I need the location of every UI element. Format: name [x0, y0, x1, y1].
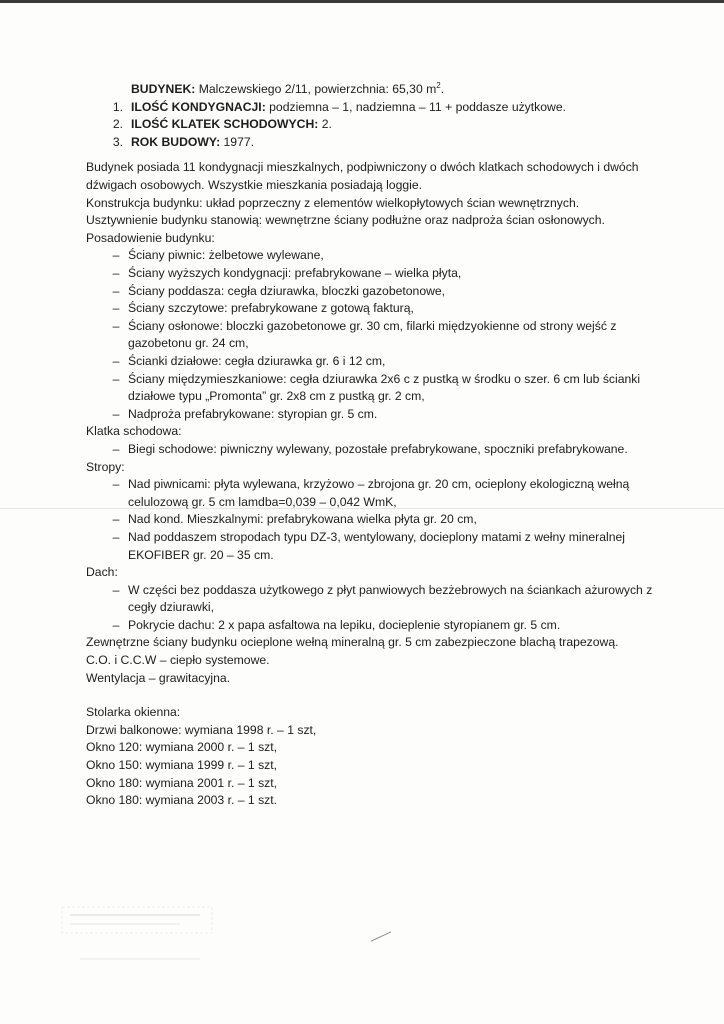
- staircase-heading: Klatka schodowa:: [86, 424, 182, 439]
- intro-line: Usztywnienie budynku stanowią: wewnętrzne ściany podłużne oraz nadproża ścian osłonowych.: [86, 213, 605, 228]
- list-item-text: Ściany międzymieszkaniowe: cegła dziurawka 2x6 c z pustką w środku o szer. 6 cm lub ścianki działowe typu „Promonta” gr. 2x8 cm z pustką gr. 2 cm,: [128, 371, 641, 404]
- list-item-text: Biegi schodowe: piwniczny wylewany, pozostałe prefabrykowane, spoczniki prefabrykowane.: [128, 441, 628, 456]
- list-item: – Ściany osłonowe: bloczki gazobetonowe gr. 30 cm, filarki międzyokienne od strony wejść z gazobetonu gr. 24 cm,: [86, 318, 656, 353]
- item-label: ILOŚĆ KONDYGNACJI:: [131, 99, 266, 114]
- windows-heading: Stolarka okienna:: [86, 705, 181, 720]
- list-item: – Nad kond. Mieszkalnymi: prefabrykowana wielka płyta gr. 20 cm,: [86, 511, 656, 529]
- window-row: Okno 180: wymiana 2003 r. – 1 szt.: [86, 793, 278, 808]
- list-item: – Nad piwnicami: płyta wylewana, krzyżowo – zbrojona gr. 20 cm, ocieplony ekologiczną wełną celulozową gr. 5 cm lamdba=0,039 – 0,042 WmK,: [86, 476, 656, 511]
- window-row: Okno 120: wymiana 2000 r. – 1 szt,: [86, 740, 278, 755]
- list-item: – Nadproża prefabrykowane: styropian gr. 5 cm.: [86, 406, 656, 424]
- spacer: [86, 151, 656, 159]
- numbered-item: [86, 116, 656, 134]
- list-item-text: W części bez poddasza użytkowego z płyt panwiowych bezżebrowych na ściankach ażurowych z cegły dziurawki,: [128, 582, 653, 615]
- list-item: – W części bez poddasza użytkowego z płyt panwiowych bezżebrowych na ściankach ażurowych z cegły dziurawki,: [86, 582, 656, 617]
- area-unit-sup: 2: [436, 81, 441, 90]
- window-row: Okno 150: wymiana 1999 r. – 1 szt,: [86, 758, 278, 773]
- closing-line: C.O. i C.C.W – ciepło systemowe.: [86, 653, 270, 668]
- building-line: [86, 77, 656, 99]
- list-item: – Ściany poddasza: cegła dziurawka, bloczki gazobetonowe,: [86, 283, 656, 301]
- closing-line: Wentylacja – grawitacyjna.: [86, 670, 231, 685]
- floors-heading: Stropy:: [86, 459, 125, 474]
- building-end: .: [440, 82, 445, 97]
- list-item-text: Nadproża prefabrykowane: styropian gr. 5 cm.: [128, 406, 378, 421]
- list-item: – Nad poddaszem stropodach typu DZ-3, wentylowany, docieplony matami z wełny mineralnej EKOFIBER gr. 20 – 35 cm.: [86, 529, 656, 564]
- item-label: ROK BUDOWY:: [131, 134, 221, 149]
- list-item-text: Nad piwnicami: płyta wylewana, krzyżowo – zbrojona gr. 20 cm, ocieplony ekologiczną wełną celulozową gr. 5 cm lamdba=0,039 – 0,042 WmK,: [128, 477, 630, 509]
- intro-line: Budynek posiada 11 kondygnacji mieszkalnych, podpiwniczony o dwóch klatkach schodowych i dwóch: [86, 160, 639, 175]
- item-value: podziemna – 1, nadziemna – 11 + poddasze użytkowe.: [265, 99, 567, 114]
- list-item-text: Ściany osłonowe: bloczki gazobetonowe gr. 30 cm, filarki międzyokienne od strony wejść z gazobetonu gr. 24 cm,: [128, 318, 617, 351]
- list-item: – Ścianki działowe: cegła dziurawka gr. 6 i 12 cm,: [86, 353, 656, 371]
- intro-line: dźwigach osobowych. Wszystkie mieszkania posiadają loggie.: [86, 178, 422, 193]
- list-item-text: Ściany poddasza: cegła dziurawka, bloczki gazobetonowe,: [128, 283, 446, 298]
- faded-stamp: [60, 903, 280, 973]
- roof-heading: Dach:: [86, 565, 118, 580]
- spacer: [86, 687, 656, 704]
- item-value: 2.: [318, 117, 332, 132]
- window-row: Drzwi balkonowe: wymiana 1998 r. – 1 szt,: [86, 722, 317, 737]
- scan-edge: [0, 0, 724, 3]
- list-item: – Ściany piwnic: żelbetowe wylewane,: [86, 247, 656, 265]
- item-value: 1977.: [220, 134, 255, 149]
- foundation-heading: Posadowienie budynku:: [86, 230, 215, 245]
- list-item-text: Nad poddaszem stropodach typu DZ-3, wentylowany, docieplony matami z wełny mineralnej EKOFIBER gr. 20 – 35 cm.: [128, 529, 625, 562]
- window-row: Okno 180: wymiana 2001 r. – 1 szt,: [86, 775, 278, 790]
- list-item-text: Ściany piwnic: żelbetowe wylewane,: [128, 248, 324, 263]
- numbered-item: [86, 134, 656, 152]
- item-number: 1.: [112, 99, 123, 114]
- list-item-text: Pokrycie dachu: 2 x papa asfaltowa na lepiku, docieplenie styropianem gr. 5 cm.: [128, 617, 561, 632]
- list-item-text: Nad kond. Mieszkalnymi: prefabrykowana wielka płyta gr. 20 cm,: [128, 512, 477, 527]
- list-item-text: Ścianki działowe: cegła dziurawka gr. 6 i 12 cm,: [128, 353, 386, 368]
- pen-mark: [371, 931, 391, 941]
- item-number: 3.: [112, 134, 123, 149]
- building-label: BUDYNEK:: [131, 82, 196, 97]
- list-item: – Pokrycie dachu: 2 x papa asfaltowa na lepiku, docieplenie styropianem gr. 5 cm.: [86, 617, 656, 635]
- list-item: – Ściany międzymieszkaniowe: cegła dziurawka 2x6 c z pustką w środku o szer. 6 cm lub ścianki działowe typu „Promonta” gr. 2x8 cm z pustką gr. 2 cm,: [86, 371, 656, 406]
- item-label: ILOŚĆ KLATEK SCHODOWYCH:: [131, 117, 319, 132]
- list-item: – Biegi schodowe: piwniczny wylewany, pozostałe prefabrykowane, spoczniki prefabrykowane.: [86, 441, 656, 459]
- document-page: [86, 77, 656, 810]
- list-item-text: Ściany wyższych kondygnacji: prefabrykowane – wielka płyta,: [128, 266, 462, 280]
- list-item-text: Ściany szczytowe: prefabrykowane z gotową fakturą,: [128, 301, 414, 316]
- building-value: Malczewskiego 2/11, powierzchnia: 65,30 m: [195, 82, 437, 97]
- intro-line: Konstrukcja budynku: układ poprzeczny z elementów wielkopłytowych ścian wewnętrznych.: [86, 195, 580, 210]
- numbered-item: [86, 99, 656, 117]
- list-item: – Ściany wyższych kondygnacji: prefabrykowane – wielka płyta,: [86, 265, 656, 283]
- item-number: 2.: [112, 117, 123, 132]
- list-item: – Ściany szczytowe: prefabrykowane z gotową fakturą,: [86, 300, 656, 318]
- closing-line: Zewnętrzne ściany budynku ocieplone wełną mineralną gr. 5 cm zabezpieczone blachą trapezową.: [86, 635, 619, 650]
